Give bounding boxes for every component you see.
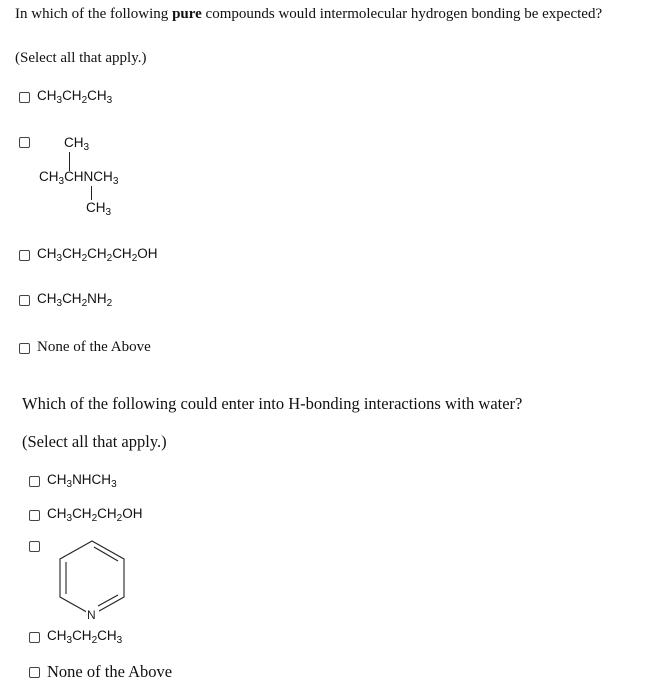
question1-instruction: (Select all that apply.) — [15, 50, 147, 66]
q2-option2-formula: $CH_3CH_2CH_2OH$ — [47, 506, 143, 524]
q2-option2-checkbox[interactable] — [29, 510, 40, 521]
pyridine-double-bond-3 — [98, 595, 118, 606]
q2-option4-formula: $CH_3CH_2CH_3$ — [47, 628, 123, 646]
q2-option3-checkbox[interactable] — [29, 541, 40, 552]
q1-option5-label: None of the Above — [37, 339, 151, 355]
structure-top-methyl: $CH_3$ — [64, 135, 90, 153]
q2-option5-checkbox[interactable] — [29, 667, 40, 678]
q1-option3-formula: $CH_3CH_2CH_2CH_2OH$ — [37, 246, 158, 264]
structure-main-chain: $CH_3CHNCH_3$ — [39, 169, 119, 187]
question1-prompt-bold: pure — [172, 6, 202, 22]
question2-prompt: Which of the following could enter into H-bonding interactions with water? — [22, 394, 523, 413]
nitrogen-atom-label: N — [87, 608, 96, 622]
q2-option1-checkbox[interactable] — [29, 476, 40, 487]
q1-option4-checkbox[interactable] — [19, 295, 30, 306]
q1-option5-checkbox[interactable] — [19, 343, 30, 354]
question1-prompt-text-b: compounds would intermolecular hydrogen bonding be expected? — [201, 6, 603, 22]
q1-option1-formula: $CH_3CH_2CH_3$ — [37, 88, 113, 106]
question2-instruction: (Select all that apply.) — [22, 432, 167, 451]
question1-prompt-text-a: In which of the following — [15, 6, 173, 22]
structure-bond-bottom — [91, 186, 92, 200]
q1-option4-formula: $CH_3CH_2NH_2$ — [37, 291, 113, 309]
pyridine-structure — [45, 535, 135, 627]
q1-option3-checkbox[interactable] — [19, 250, 30, 261]
q2-option5-label: None of the Above — [47, 662, 173, 681]
q1-option2-checkbox[interactable] — [19, 137, 30, 148]
q2-option4-checkbox[interactable] — [29, 632, 40, 643]
q2-option1-formula: $CH_3NHCH_3$ — [47, 472, 117, 490]
q1-option1-checkbox[interactable] — [19, 92, 30, 103]
question1-prompt — [15, 6, 602, 23]
pyridine-ring — [60, 541, 124, 615]
structure-bottom-methyl: $CH_3$ — [86, 200, 112, 218]
